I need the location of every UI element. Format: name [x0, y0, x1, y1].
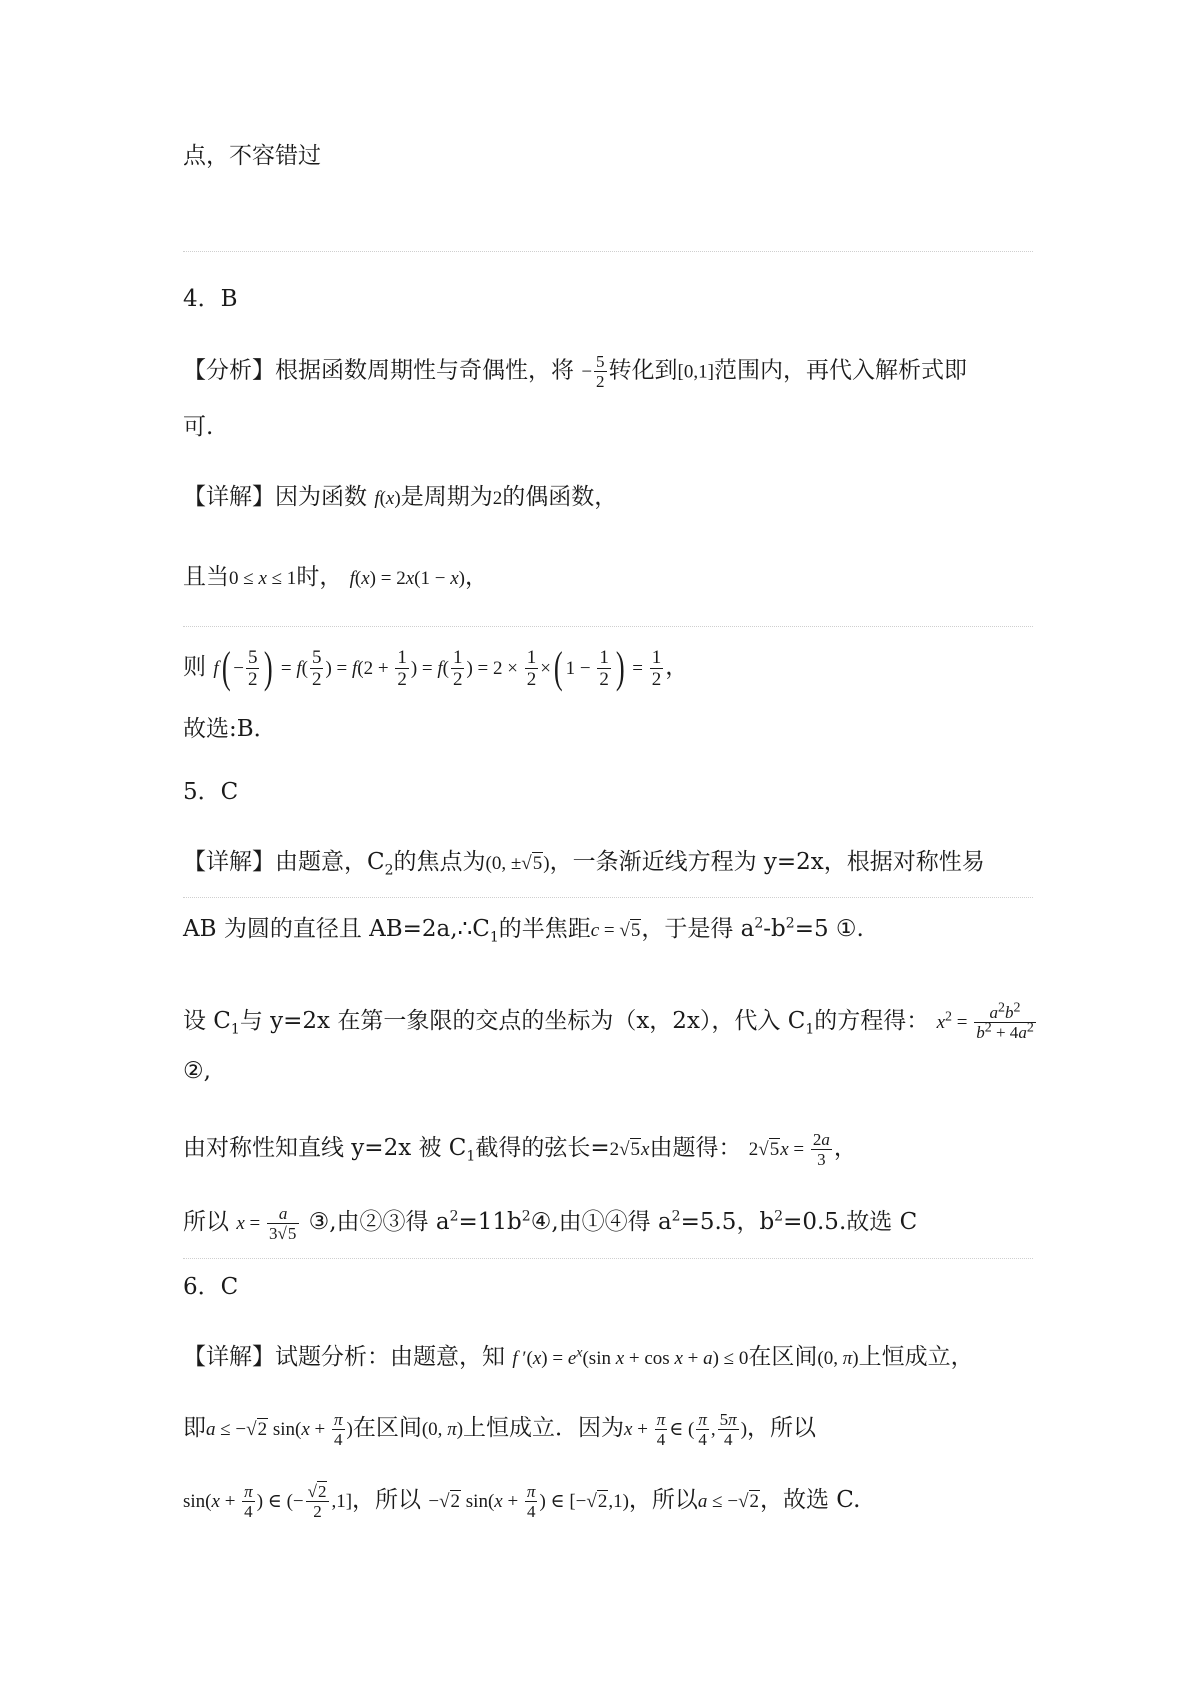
- text: ，所以: [747, 1415, 817, 1441]
- text: 的方程得：: [814, 1008, 930, 1034]
- math: x +: [624, 1419, 653, 1440]
- text: -b: [763, 916, 786, 942]
- text: 即: [183, 1415, 206, 1441]
- text: ，故选 C.: [760, 1487, 861, 1513]
- text: ，所以: [352, 1487, 422, 1513]
- text: 与 y=2x 在第一象限的交点的坐标为（x，2x），代入 C: [239, 1008, 806, 1034]
- fraction: $\frac{2a}{3}$: [812, 1129, 830, 1169]
- text: 的偶函数，: [502, 484, 618, 510]
- paragraph-continuation: [183, 139, 1033, 173]
- analysis-label: 【分析】: [183, 357, 275, 384]
- math: a ≤ −√2 sin(x +: [206, 1419, 330, 1440]
- math: x =: [236, 1213, 265, 1234]
- fraction: $\frac{\pi}{4}$: [698, 1409, 707, 1449]
- text: 上恒成立，: [858, 1344, 974, 1370]
- text: =5 ①.: [794, 916, 864, 942]
- text: 试题分析：由题意，知: [275, 1344, 505, 1370]
- q6-heading: [183, 1270, 1033, 1304]
- divider: [183, 251, 1033, 252]
- text: 因为函数: [275, 484, 367, 510]
- fraction: $\frac{5}{2}$: [596, 352, 605, 391]
- q5-detail-line-2: AB 为圆的直径且 $AB=2a,\therefore C_1$的半焦距c = √5，于是得 $a^2-b^2=5$ ①.: [183, 915, 864, 946]
- divider: [183, 626, 1033, 627]
- text: 在区间: [748, 1344, 818, 1370]
- fraction: $\frac{\pi}{4}$: [244, 1481, 253, 1521]
- text: 在区间: [352, 1415, 422, 1441]
- text: 由题得：: [649, 1135, 742, 1161]
- text: 由题意，C: [275, 849, 385, 875]
- text: 可.: [183, 414, 214, 440]
- text: 上恒成立．因为: [463, 1415, 625, 1441]
- answer-label: 5．C: [183, 779, 239, 805]
- text: =0.5.故选 C: [783, 1209, 918, 1235]
- detail-label: 【详解】: [183, 849, 275, 875]
- math: f $'(x) = e^x(\sin$ x + cos x + a) ≤ 0: [512, 1345, 749, 1369]
- fraction: $\frac{a^2b^2}{b^2 + 4a^2}$: [976, 999, 1034, 1042]
- fraction: $\frac{5\pi}{4}$: [719, 1409, 737, 1449]
- answer-label: 4．B: [183, 286, 238, 312]
- math: 0 ≤ x ≤ 1: [229, 568, 297, 589]
- q5-heading: [183, 775, 1033, 809]
- text: ②,: [183, 1058, 211, 1084]
- q6-detail-line-2: 即a ≤ −√2 sin(x + $\frac{\pi}{4}$ )在区间(0, π)上恒成立．因为x + $\frac{\pi}{4}$ ∈ ( $\frac{\pi}{4}$ , $\frac{5\pi}{4}$ )，所以: [183, 1409, 817, 1449]
- math: (0, π): [421, 1419, 464, 1440]
- text: 由对称性知直线 y=2x 被 C: [183, 1135, 467, 1161]
- math: 2: [492, 488, 503, 509]
- math: $x^2$ =: [936, 1009, 973, 1033]
- text: AB 为圆的直径且 AB=2a,∴C: [183, 916, 490, 942]
- text: 范围内，再代入解析式即: [713, 357, 967, 384]
- text: ④,由①④得 a: [530, 1209, 672, 1235]
- text: 截得的弦长=: [475, 1135, 610, 1161]
- q4-analysis-line: [183, 352, 1033, 391]
- math: 2√5x: [609, 1139, 650, 1160]
- q4-condition-line: 且当0 ≤ x ≤ 1时， f(x) = 2x(1 − x)，: [183, 564, 488, 590]
- q4-computation-line: 则 f( − $\frac{5}{2}$ ) = f( $\frac{5}{2}$ ) = f(2 + $\frac{1}{2}$ ) = f( $\frac{1}{2}$ ) = 2 × $\frac{1}{2}$ ×( 1 − $\frac{1}{2}$ ) = $\frac{1}{2}$ ，: [183, 643, 689, 692]
- math: −: [581, 361, 593, 383]
- q4-analysis-line-2: [183, 410, 1033, 444]
- fraction: $\frac{\pi}{4}$: [656, 1409, 666, 1449]
- math: (0, π): [817, 1348, 859, 1369]
- math: sin(x +: [183, 1491, 241, 1512]
- divider: [183, 897, 1033, 898]
- math: 2√5x =: [748, 1139, 809, 1160]
- detail-label: 【详解】: [183, 484, 275, 510]
- text: 时，: [296, 564, 343, 590]
- q5-detail-line-3: 设 $C_1$与 y=2x 在第一象限的交点的坐标为（x，2x），代入 $C_1$的方程得： $x^2$ = $\frac{a^2b^2}{b^2 + 4a^2}$: [183, 999, 1034, 1042]
- text: ，一条渐近线方程为 y=2x，根据对称性易: [549, 849, 985, 875]
- q4-heading: [183, 282, 1033, 316]
- q5-detail-line-4: [183, 1054, 1033, 1088]
- q5-detail-line-1: 【详解】由题意，$C_2$的焦点为(0, ±√5)，一条渐近线方程为 y=2x，根据对称性易: [183, 849, 985, 879]
- divider: [183, 1258, 1033, 1259]
- text: 的焦点为: [393, 849, 486, 875]
- math: (0, ±√5): [485, 853, 550, 874]
- q4-detail-line: 【详解】因为函数 f(x)是周期为2的偶函数，: [183, 484, 618, 510]
- answer-label: 6．C: [183, 1274, 239, 1300]
- math-interval: [0,1]: [677, 361, 714, 383]
- text: ，于是得 a: [641, 916, 755, 942]
- q6-detail-line-1: [183, 1340, 1033, 1376]
- text: 点，不容错过: [183, 143, 321, 169]
- fraction: $\frac{√2}{2}$: [306, 1482, 330, 1521]
- text: =11b: [458, 1209, 522, 1235]
- text: 且当: [183, 564, 229, 590]
- math: f: [374, 488, 380, 509]
- text: 是周期为: [400, 484, 493, 510]
- text: 设 C: [183, 1008, 231, 1034]
- text: 所以: [183, 1209, 229, 1235]
- math: a ≤ −√2: [697, 1491, 759, 1512]
- q5-detail-line-6: 所以 x = $\frac{a}{3√5}$ ③,由②③得 $a^2=11b^2④$,由①④得 $a^2=5.5$，$b^2=0.5$.故选 C: [183, 1203, 918, 1243]
- text: ，所以: [628, 1487, 698, 1513]
- text: 根据函数周期性与奇偶性，将: [275, 357, 574, 384]
- detail-label: 【详解】: [183, 1344, 275, 1370]
- text: 故选:B．: [183, 716, 277, 742]
- text: ③,由②③得 a: [308, 1209, 450, 1235]
- q5-detail-line-5: 由对称性知直线 y=2x 被 $C_1$截得的弦长=2√5x由题得： 2√5x = $\frac{2a}{3}$ ，: [183, 1129, 857, 1169]
- q6-detail-line-3: sin(x + $\frac{\pi}{4}$ ) ∈ (− $\frac{√2}{2}$ ,1]，所以 −√2 sin(x + $\frac{\pi}{4}$ ) ∈ [−√2,1)，所以a ≤ −√2，故选 C.: [183, 1481, 861, 1521]
- fraction: $\frac{a}{3√5}$: [267, 1204, 299, 1243]
- fraction: $\frac{\pi}{4}$: [334, 1409, 343, 1449]
- math: f: [213, 658, 219, 679]
- math: c = √5: [590, 920, 641, 941]
- text: 转化到: [608, 357, 678, 384]
- math: f(x) = 2x(1 − x): [349, 568, 465, 589]
- text: =5.5，b: [680, 1209, 775, 1235]
- math: −√2 sin(x +: [428, 1491, 523, 1512]
- q4-conclusion: [183, 712, 1033, 746]
- text: 则: [183, 654, 206, 680]
- fraction: $\frac{\pi}{4}$: [526, 1481, 536, 1521]
- text: 的半焦距: [498, 916, 591, 942]
